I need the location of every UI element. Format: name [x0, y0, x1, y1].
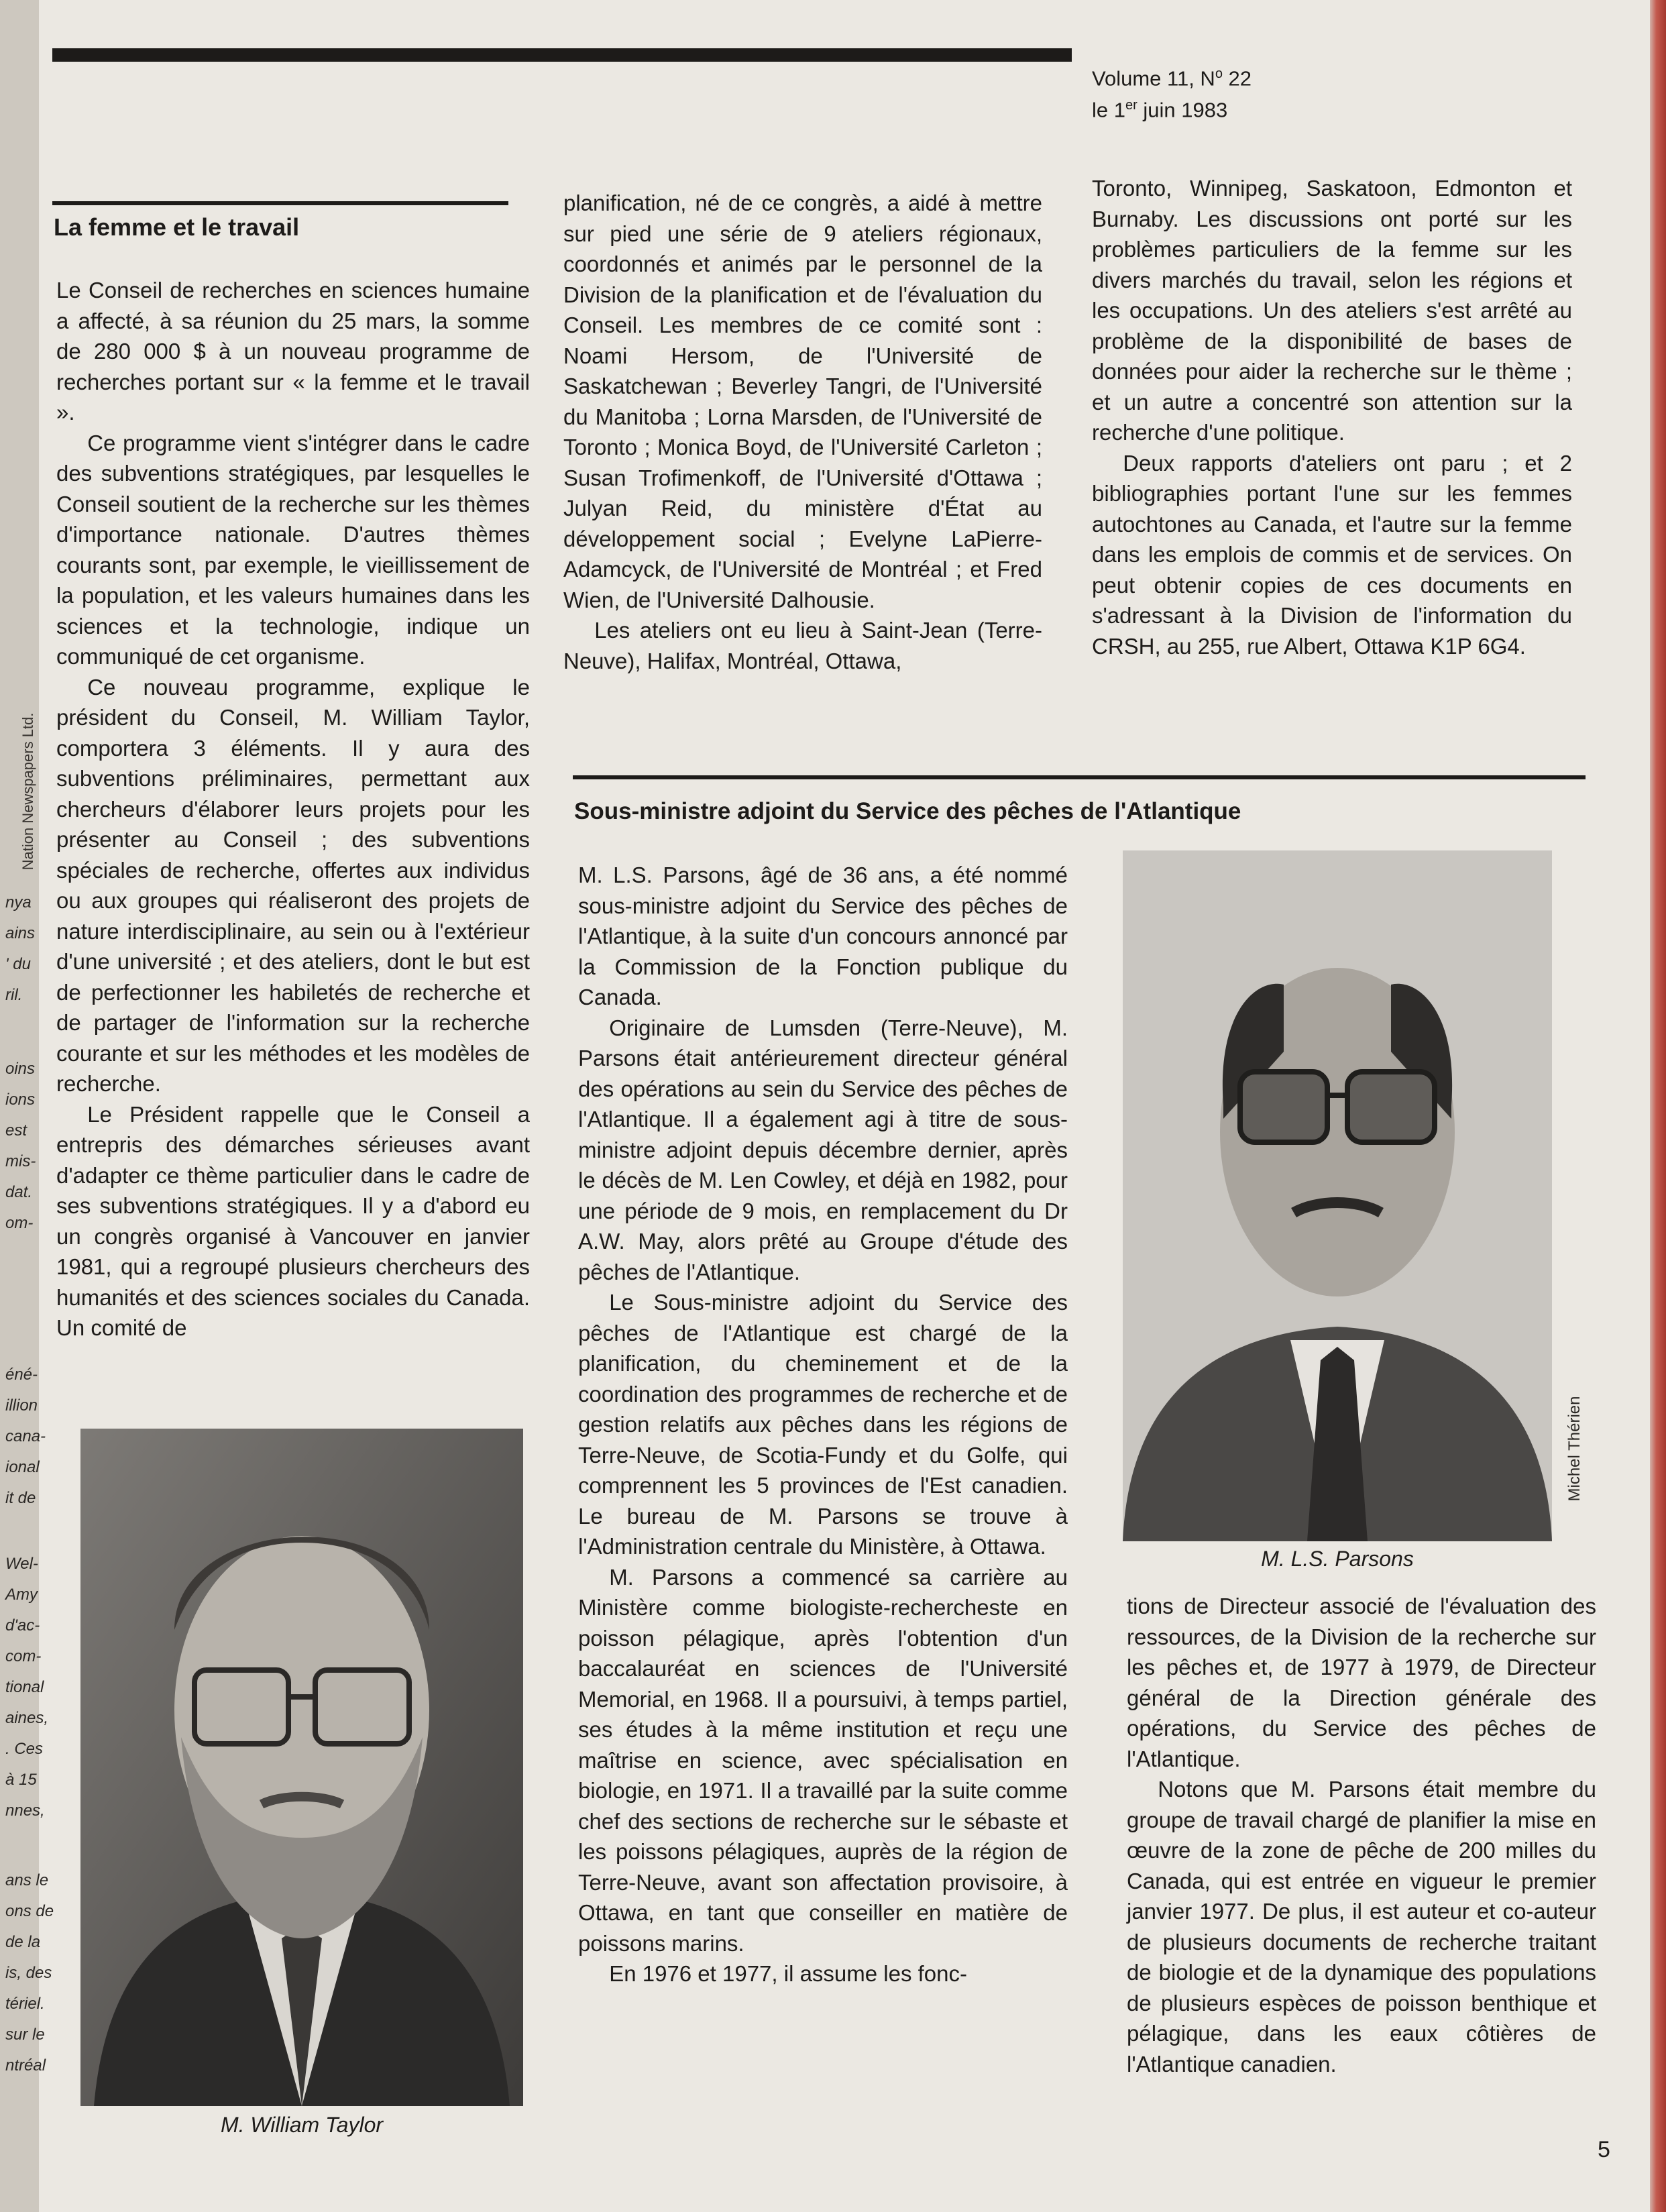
column-2	[563, 188, 1042, 676]
paragraph: M. L.S. Parsons, âgé de 36 ans, a été nommé sous-ministre adjoint du Service des pêches de l'Atlantique, à la suite d'un concours annoncé par la Commission de la Fonction publique du Canada.	[578, 863, 1068, 1009]
portrait-photo	[80, 1429, 523, 2106]
fragment: tional	[5, 1678, 44, 1696]
fragment: ional	[5, 1458, 40, 1476]
paragraph: Le Président rappelle que le Conseil a entrepris des démarches sérieuses avant d'adapter ce thème particulier dans le cadre de ses subventions stratégiques. Il y a d'abord eu un congrès organisé à Vancouver en janvier 1981, qui a regroupé plusieurs chercheurs des humanités et des sciences sociales du Canada. Un comité de	[56, 1101, 530, 1340]
fragment: ons de	[5, 1902, 54, 1920]
paragraph: Deux rapports d'ateliers ont paru ; et 2 bibliographies portant l'une sur les femmes autochtones au Canada, et l'autre sur la femme dans les emplois de commis et de services. On peut obtenir copies de ces documents en s'adressant à la Division de l'information du CRSH, au 255, rue Albert, Ottawa K1P 6G4.	[1092, 450, 1572, 659]
paragraph: En 1976 et 1977, il assume les fonc-	[609, 1961, 968, 1986]
fragment: de la	[5, 1933, 41, 1951]
fragment: illion	[5, 1396, 38, 1415]
column-3	[1092, 173, 1572, 661]
fragment: ans le	[5, 1871, 49, 1889]
fragment: Wel-	[5, 1555, 38, 1573]
paragraph: Notons que M. Parsons était membre du groupe de travail chargé de planifier la mise en œuvre de la zone de pêche de 200 milles du Canada, qui est entrée en vigueur le premier janvier 1977. De plus, il est auteur et co-auteur de plusieurs documents de recherche traitant de biologie et de la dynamique des populations de plusieurs espèces de poisson benthique et pélagique, dans les eaux côtières de l'Atlantique canadien.	[1127, 1777, 1596, 2077]
fragment: Amy	[5, 1586, 38, 1604]
paragraph: M. Parsons a commencé sa carrière au Ministère comme biologiste-rechercheste en poisson pélagique, après l'obtention d'un baccalauréat en sciences de l'Université Memorial, en 1968. Il a poursuivi, à temps partiel, ses études à la même institution et reçu une maîtrise en science, avec spécialisation en biologie, en 1971. Il a travaillé par la suite comme chef des sections de recherche sur le sébaste et les poissons pélagiques, auprès de la région de Terre-Neuve, avant son affectation provisoire, à Ottawa, en tant que conseiller en matière de poissons marins.	[578, 1564, 1068, 1956]
fragment: aines,	[5, 1709, 49, 1727]
issue-info	[1092, 60, 1252, 124]
fragment: est	[5, 1121, 27, 1140]
fragment: dat.	[5, 1183, 33, 1201]
fragment: cana-	[5, 1427, 46, 1445]
fragment: à 15	[5, 1771, 37, 1789]
page-edge	[1650, 0, 1666, 2212]
fragment: d'ac-	[5, 1616, 40, 1635]
previous-page-fragments	[5, 0, 54, 2212]
photo-credit: Michel Thérien	[1565, 1396, 1584, 1502]
fragment: it de	[5, 1489, 36, 1507]
fragment: ains	[5, 924, 36, 942]
volume-line: Volume 11, $N^o$ 22	[1092, 66, 1252, 91]
article-title: Sous-ministre adjoint du Service des pêches de l'Atlantique	[574, 798, 1241, 824]
article-title: La femme et le travail	[54, 213, 300, 241]
fragment: ions	[5, 1091, 36, 1109]
fragment: tériel.	[5, 1995, 45, 2013]
paragraph: Ce programme vient s'intégrer dans le cadre des subventions stratégiques, par lesquelles le Conseil soutient de la recherche sur les thèmes d'importance nationale. D'autres thèmes courants sont, par exemple, le vieillissement de la population, et les valeurs humaines dans les sciences et la technologie, indique un communiqué de cet organisme.	[56, 430, 530, 669]
fragment: . Ces	[5, 1740, 44, 1758]
photo-caption: M. William Taylor	[220, 2113, 384, 2137]
paragraph: Le Conseil de recherches en sciences humaine a affecté, à sa réunion du 25 mars, la somme de 280 000 $ à un nouveau programme de recherches portant sur « la femme et le travail ».	[56, 278, 530, 425]
fragment: mis-	[5, 1152, 36, 1170]
fragment: oins	[5, 1060, 36, 1078]
column-2-lower	[578, 860, 1068, 1989]
portrait-photo	[1123, 850, 1552, 1541]
column-3-lower	[1127, 1591, 1596, 2079]
article-rule	[52, 201, 508, 205]
article-rule	[573, 775, 1586, 779]
paragraph: Toronto, Winnipeg, Saskatoon, Edmonton et Burnaby. Les discussions ont porté sur les problèmes particuliers de la femme sur les divers marchés du travail, selon les régions et les occupations. Un des ateliers s'est arrêté au problème de la disponibilité de bases de données pour aider la recherche sur le thème ; et un autre a concentré son attention sur la recherche d'une politique.	[1092, 176, 1572, 445]
paragraph: Le Sous-ministre adjoint du Service des pêches de l'Atlantique est chargé de la planification, du cheminement et de la coordination des programmes de recherche et de gestion relatifs aux pêches dans les régions de Terre-Neuve, de Scotia-Fundy et du Golfe, qui comprennent les 5 provinces de l'Est canadien. Le bureau de M. Parsons se trouve à l'Administration centrale du Ministère, à Ottawa.	[578, 1290, 1068, 1559]
paragraph: Les ateliers ont eu lieu à Saint-Jean (Terre-Neuve), Halifax, Montréal, Ottawa,	[563, 618, 1042, 673]
photo-caption: M. L.S. Parsons	[1261, 1547, 1414, 1571]
fragment: ntréal	[5, 2056, 46, 2075]
fragment: sur le	[5, 2026, 45, 2044]
page-number: 5	[1598, 2137, 1610, 2162]
left-photo-credit: Nation Newspapers Ltd.	[19, 712, 36, 871]
fragment: éné-	[5, 1366, 38, 1384]
fragment: nnes,	[5, 1802, 45, 1820]
paragraph: Originaire de Lumsden (Terre-Neuve), M. Parsons était antérieurement directeur général des opérations au sein du Service des pêches de l'Atlantique. Il a également agi à titre de sous-ministre adjoint depuis décembre dernier, après le décès de M. Len Cowley, et déjà en 1982, pour une période de 9 mois, en remplacement du Dr A.W. May, alors prêté au Groupe d'étude des pêches de l'Atlantique.	[578, 1015, 1068, 1284]
column-1	[56, 275, 530, 1343]
date-line: le 1er juin 1983	[1092, 98, 1228, 122]
top-rule	[52, 48, 1072, 62]
fragment: om-	[5, 1214, 34, 1232]
paragraph: tions de Directeur associé de l'évaluation des ressources, de la Division de la recherche sur les pêches et, de 1977 à 1979, de Directeur général de la Direction générale des opérations, du Service des pêches de l'Atlantique.	[1127, 1594, 1596, 1771]
fragment: com-	[5, 1647, 42, 1665]
paragraph: planification, né de ce congrès, a aidé à mettre sur pied une série de 9 ateliers régionaux, coordonnés et animés par le personnel de la Division de la planification et de l'évaluation du Conseil. Les membres de ce comité sont : Noami Hersom, de l'Université de Saskatchewan ; Beverley Tangri, de l'Université du Manitoba ; Lorna Marsden, de l'Université de Toronto ; Monica Boyd, de l'Université Carleton ; Susan Trofimenkoff, de l'Université d'Ottawa ; Julyan Reid, du ministère d'État au développement social ; Evelyne LaPierre-Adamcyck, de l'Université de Montréal ; et Fred Wien, de l'Université Dalhousie.	[563, 190, 1042, 612]
fragment: ' du	[5, 955, 31, 973]
fragment: ril.	[5, 986, 23, 1004]
fragment: is, des	[5, 1964, 52, 1982]
fragment: nya	[5, 893, 32, 911]
paragraph: Ce nouveau programme, explique le président du Conseil, M. William Taylor, comportera 3 éléments. Il y aura des subventions préliminaires, permettant aux chercheurs d'élaborer leurs projets pour les présenter au Conseil ; des subventions spéciales de recherche, offertes aux individus ou aux groupes qui réaliseront des projets de nature interdisciplinaire, au sein ou à l'extérieur d'une université ; et des ateliers, dont le but est de perfectionner les habiletés de recherche et de partager de l'information sur la recherche courante et sur les méthodes et les modèles de recherche.	[56, 674, 530, 1096]
